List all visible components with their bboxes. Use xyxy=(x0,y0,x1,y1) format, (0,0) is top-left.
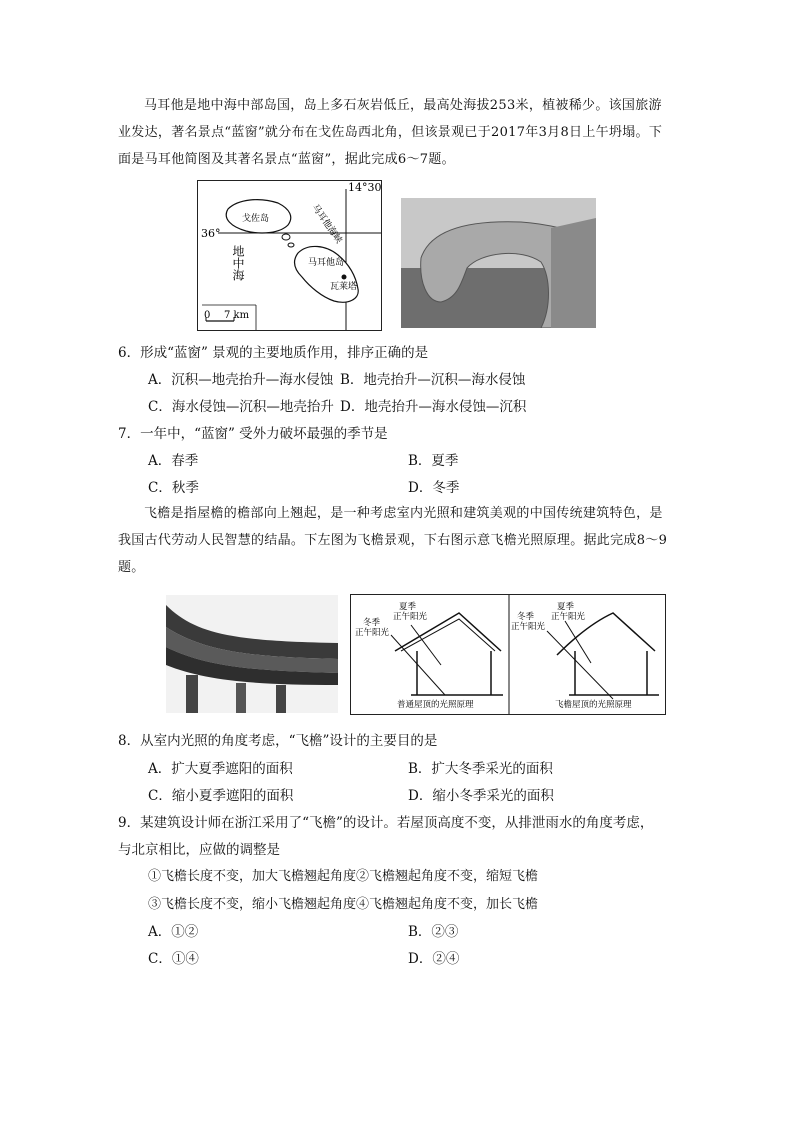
scale-label: 7 km xyxy=(224,310,250,321)
q7-stem: 7．一年中，“蓝窗” 受外力破坏最强的季节是 xyxy=(118,426,388,442)
sea-label: 地中海 xyxy=(231,245,245,281)
q9-option-a: A．①② xyxy=(148,924,199,940)
scale-zero: 0 xyxy=(204,310,211,321)
q9-stem-line1: 9．某建筑设计师在浙江采用了“飞檐”的设计。若屋顶高度不变，从排泄雨水的角度考虑， xyxy=(118,815,654,831)
q9-option-b: B．②③ xyxy=(408,924,459,940)
azure-window-image xyxy=(401,198,596,328)
q8-option-c: C．缩小夏季遮阳的面积 xyxy=(148,788,294,804)
q7-option-d: D．冬季 xyxy=(408,480,460,496)
flying-eaves-photo xyxy=(166,595,338,713)
q6-option-d: D．地壳抬升—海水侵蚀—沉积 xyxy=(340,399,527,415)
latitude-label: 36° xyxy=(201,227,221,240)
passage-eaves: 飞檐是指屋檐的檐部向上翘起，是一种考虑室内光照和建筑美观的中国传统建筑特色，是我国古代劳动人民智慧的结晶。下左图为飞檐景观，下右图示意飞檐光照原理。据此完成8～9题。 xyxy=(118,506,668,575)
malta-map xyxy=(197,180,382,331)
valletta-label: 瓦莱塔 xyxy=(330,282,358,292)
right-summer-label-1: 夏季 xyxy=(557,602,575,612)
strait-label: 马耳他海峡 xyxy=(309,202,344,246)
q7-option-c: C．秋季 xyxy=(148,480,199,496)
q9-statements-1: ①飞檐长度不变，加大飞檐翘起角度②飞檐翘起角度不变，缩短飞檐 xyxy=(148,869,539,884)
left-winter-label-2: 正午阳光 xyxy=(355,628,390,638)
q8-option-b: B．扩大冬季采光的面积 xyxy=(408,761,553,777)
eaves-light-diagram xyxy=(350,594,666,715)
q6-stem: 6．形成“蓝窗” 景观的主要地质作用，排序正确的是 xyxy=(118,345,429,361)
azure-window-photo xyxy=(401,198,596,328)
eaves-light-drawing xyxy=(351,595,665,714)
right-winter-label-1: 冬季 xyxy=(517,612,535,622)
flying-eaves-image xyxy=(166,595,338,713)
left-winter-label-1: 冬季 xyxy=(363,618,381,628)
q6-option-b: B．地壳抬升—沉积—海水侵蚀 xyxy=(340,372,526,388)
q7-option-b: B．夏季 xyxy=(408,453,459,469)
q9-stem-line2: 与北京相比，应做的调整是 xyxy=(118,842,280,858)
right-winter-label-2: 正午阳光 xyxy=(511,622,546,632)
passage-malta: 马耳他是地中海中部岛国，岛上多石灰岩低丘，最高处海拔253米，植被稀少。该国旅游业发达，著名景点“蓝窗”就分布在戈佐岛西北角，但该景观已于2017年3月8日上午坍塌。下面是马耳他简图及其著名景点“蓝窗”，据此完成6～7题。 xyxy=(118,98,663,167)
left-summer-label-2: 正午阳光 xyxy=(393,612,428,622)
q7-option-a: A．春季 xyxy=(148,453,199,469)
q9-option-c: C．①④ xyxy=(148,951,199,967)
gozo-label: 戈佐岛 xyxy=(242,214,270,224)
left-summer-label-1: 夏季 xyxy=(399,602,417,612)
q6-option-a: A．沉积—地壳抬升—海水侵蚀 xyxy=(148,372,334,388)
q9-statements-2: ③飞檐长度不变，缩小飞檐翘起角度④飞檐翘起角度不变，加长飞檐 xyxy=(148,897,539,912)
left-diagram-caption: 普通屋顶的光照原理 xyxy=(397,700,474,710)
malta-island-label: 马耳他岛 xyxy=(308,258,345,268)
longitude-label: 14°30′ xyxy=(348,181,381,194)
right-summer-label-2: 正午阳光 xyxy=(551,612,586,622)
q9-option-d: D．②④ xyxy=(408,951,460,967)
malta-map-drawing xyxy=(198,181,381,330)
q8-option-d: D．缩小冬季采光的面积 xyxy=(408,788,554,804)
q6-option-c: C．海水侵蚀—沉积—地壳抬升 xyxy=(148,399,334,415)
q8-stem: 8．从室内光照的角度考虑，“飞檐”设计的主要目的是 xyxy=(118,733,438,749)
q8-option-a: A．扩大夏季遮阳的面积 xyxy=(148,761,293,777)
right-diagram-caption: 飞檐屋顶的光照原理 xyxy=(555,700,632,710)
